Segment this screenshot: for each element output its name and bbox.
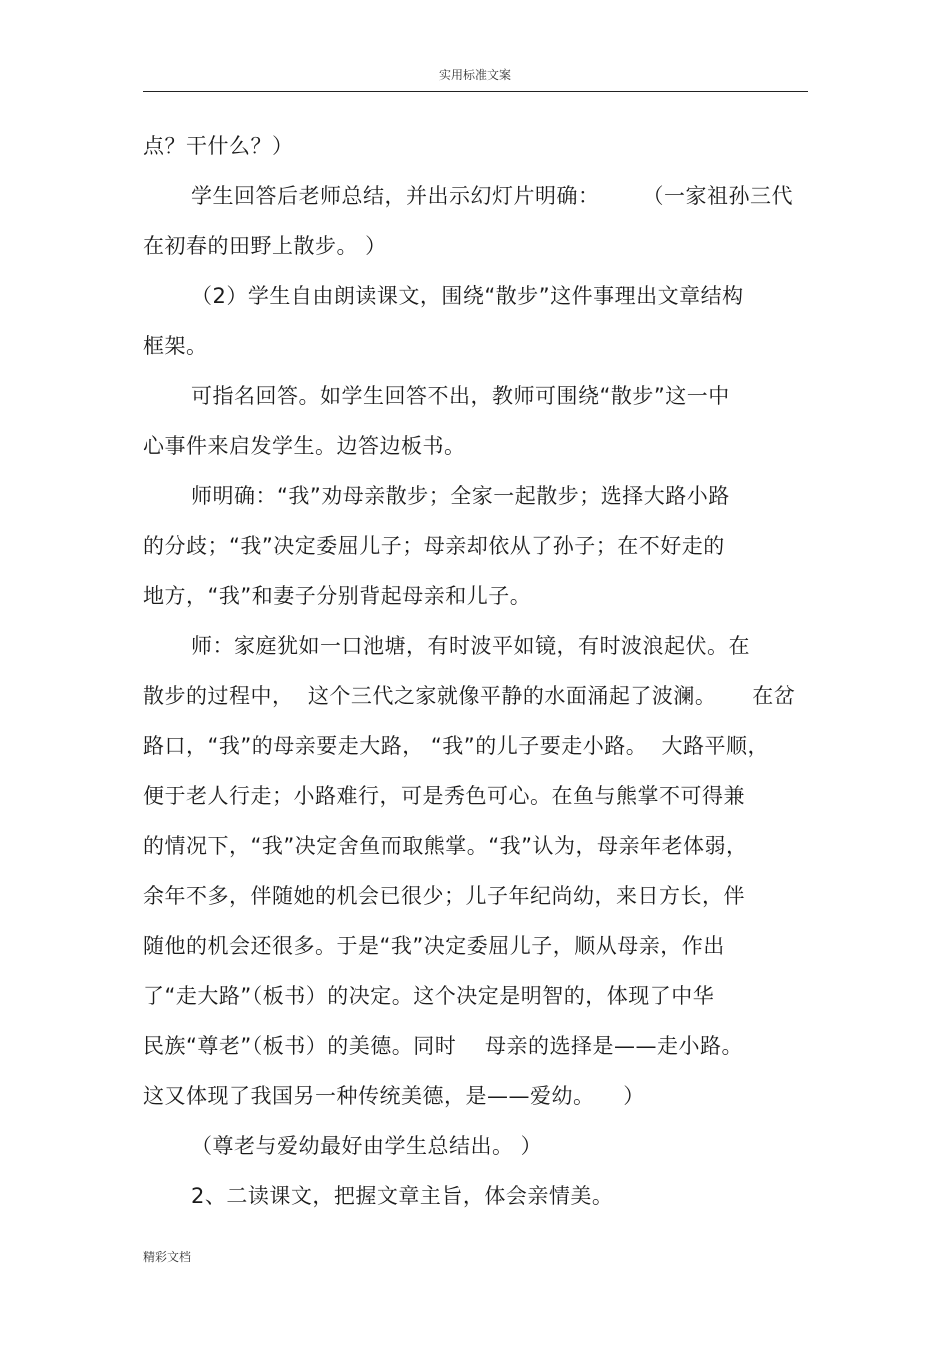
- text-line: 2、二读课文，把握文章主旨，体会亲情美。: [191, 1184, 614, 1208]
- text-line: 框架。: [143, 334, 208, 358]
- text-line: 散步的过程中， 这个三代之家就像平静的水面涌起了波澜。 在岔: [143, 684, 796, 708]
- text-line: 在初春的田野上散步。 ）: [143, 234, 387, 258]
- text-line: （尊老与爱幼最好由学生总结出。 ）: [191, 1134, 543, 1158]
- text-line: 学生回答后老师总结，并出示幻灯片明确： （一家祖孙三代: [191, 184, 794, 208]
- text-line: 随他的机会还很多。于是“我”决定委屈儿子，顺从母亲，作出: [143, 934, 725, 958]
- header-divider: [143, 91, 808, 92]
- text-line: 民族“尊老”（板书）的美德。同时 母亲的选择是——走小路。: [143, 1034, 743, 1058]
- text-line: （2）学生自由朗读课文，围绕“散步”这件事理出文章结构: [191, 284, 744, 308]
- text-line: 的情况下，“我”决定舍鱼而取熊掌。“我”认为，母亲年老体弱，: [143, 834, 748, 858]
- text-line: 心事件来启发学生。边答边板书。: [143, 434, 466, 458]
- page-header: 实用标准文案: [438, 68, 511, 82]
- text-line: 可指名回答。如学生回答不出，教师可围绕“散步”这一中: [191, 384, 730, 408]
- text-line: 地方，“我”和妻子分别背起母亲和儿子。: [143, 584, 532, 608]
- text-line: 点？干什么？）: [143, 134, 294, 158]
- text-line: 这又体现了我国另一种传统美德，是——爱幼。 ）: [143, 1084, 645, 1108]
- text-line: 便于老人行走；小路难行，可是秀色可心。在鱼与熊掌不可得兼: [143, 784, 745, 808]
- page-footer: 精彩文档: [143, 1250, 192, 1264]
- text-line: 的分歧；“我”决定委屈儿子；母亲却依从了孙子；在不好走的: [143, 534, 725, 558]
- text-line: 路口，“我”的母亲要走大路， “我”的儿子要走小路。 大路平顺，: [143, 734, 770, 758]
- text-line: 师明确：“我”劝母亲散步；全家一起散步；选择大路小路: [191, 484, 730, 508]
- document-body: [143, 121, 823, 1221]
- text-line: 了“走大路”（板书）的决定。这个决定是明智的，体现了中华: [143, 984, 715, 1008]
- text-line: 师：家庭犹如一口池塘，有时波平如镜，有时波浪起伏。在: [191, 634, 750, 658]
- text-line: 余年不多，伴随她的机会已很少；儿子年纪尚幼，来日方长，伴: [143, 884, 745, 908]
